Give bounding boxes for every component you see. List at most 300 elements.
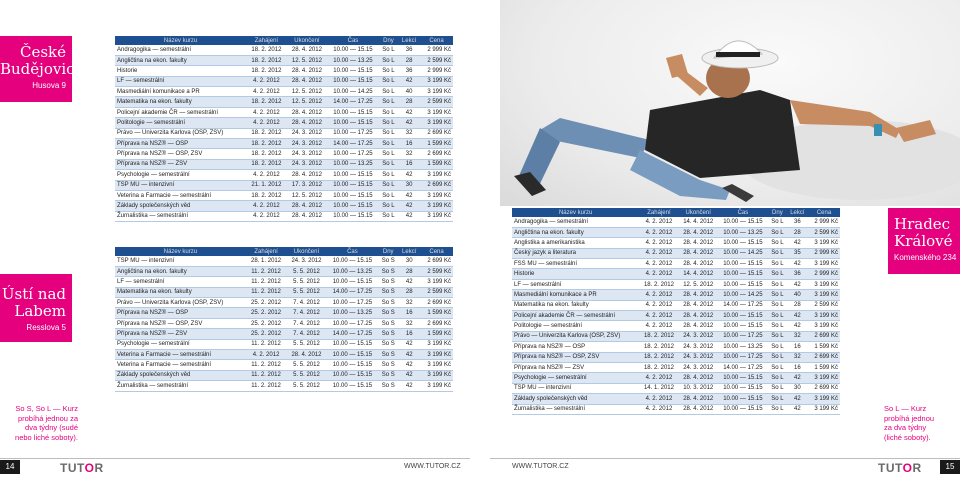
table-cell: 40 [398,87,420,97]
column-header: Dny [768,208,787,217]
table-cell: 24. 3. 2012 [679,342,718,352]
table-cell: 10.00 — 15.15 [327,180,379,190]
table-cell: 24. 3. 2012 [287,139,327,149]
table-cell: So L [768,311,787,321]
table-cell: 42 [398,350,420,360]
course-name-cell: Masmediální komunikace a PR [115,87,246,97]
table-cell: 10.00 — 15.15 [718,279,768,289]
table-cell: 10.00 — 15.15 [718,321,768,331]
city-name-line1: České [19,43,66,61]
table-cell: 3 199 Kč [420,170,453,180]
table-cell: 18. 2. 2012 [246,139,286,149]
table-cell: 2 999 Kč [808,248,840,258]
table-cell: 4. 2. 2012 [639,238,678,248]
table-cell: So L [379,76,398,86]
table-cell: 3 199 Kč [808,259,840,269]
table-row [115,287,453,297]
column-header: Cena [420,247,453,256]
table-cell: 11. 2. 2012 [246,381,286,391]
website-url[interactable]: WWW.TUTOR.CZ [404,463,461,470]
course-name-cell: Příprava na NSZ® — OSP, ZSV [115,149,246,159]
course-name-cell: LF — semestrální [115,76,246,86]
table-cell: 1 599 Kč [808,342,840,352]
table-cell: 10.00 — 15.15 [327,277,378,287]
table-cell: 28. 4. 2012 [287,76,327,86]
table-cell: 42 [398,118,420,128]
table-row [115,256,453,266]
table-cell: 42 [787,321,808,331]
table-cell: 10.00 — 17.25 [327,298,378,308]
table-cell: 18. 2. 2012 [246,159,286,169]
course-name-cell: Angličtina na ekon. fakulty [512,227,639,237]
table-cell: 28. 4. 2012 [287,107,327,117]
course-name-cell: Matematika na ekon. fakulty [512,300,639,310]
table-cell: 42 [787,404,808,414]
table-cell: So L [768,404,787,414]
table-cell: So S [378,329,398,339]
table-cell: So L [768,227,787,237]
table-cell: 2 699 Kč [420,298,453,308]
table-cell: 42 [398,170,420,180]
course-name-cell: Základy společenských věd [512,394,639,404]
table-cell: 28 [398,266,420,276]
table-cell: 36 [398,45,420,55]
course-name-cell: Angličtina na ekon. fakulty [115,55,246,65]
table-row [115,180,453,190]
table-row [512,362,840,372]
city-tab-hradec-kralove [888,208,960,274]
table-cell: 4. 2. 2012 [246,76,286,86]
course-name-cell: Příprava na NSZ® — ZSV [512,362,639,372]
table-cell: 10.00 — 15.15 [718,217,768,227]
table-cell: So L [768,259,787,269]
logo-text-start: TUT [60,461,85,475]
table-cell: So L [379,128,398,138]
table-row [115,211,453,221]
page-number: 14 [0,460,20,474]
column-header: Název kurzu [512,208,639,217]
table-cell: 10.00 — 15.15 [718,259,768,269]
table-cell: So L [768,352,787,362]
table-cell: 42 [398,381,420,391]
table-row [115,76,453,86]
table-cell: 3 199 Kč [420,370,453,380]
city-name-line1: Ústí nad [1,285,66,303]
column-header: Název kurzu [115,36,246,45]
table-row [512,300,840,310]
table-cell: 11. 2. 2012 [246,287,286,297]
table-row [115,318,453,328]
table-cell: 28. 4. 2012 [679,394,718,404]
table-cell: 10.00 — 15.15 [718,269,768,279]
table-cell: 2 599 Kč [420,266,453,276]
table-cell: 5. 5. 2012 [286,277,326,287]
table-cell: 42 [787,238,808,248]
table-cell: 16 [787,362,808,372]
table-cell: 10.00 — 15.15 [327,381,378,391]
course-name-cell: Příprava na NSZ® — OSP, ZSV [512,352,639,362]
course-name-cell: Psychologie — semestrální [512,373,639,383]
table-cell: 2 599 Kč [420,97,453,107]
table-cell: 28. 4. 2012 [287,201,327,211]
schedule-note: So S, So L — Kurz probíhá jednou za dva týdny (sudé nebo liché soboty). [15,404,78,442]
table-cell: 14.00 — 17.25 [327,329,378,339]
table-cell: 12. 5. 2012 [287,190,327,200]
table-row [115,329,453,339]
table-cell: 3 199 Kč [808,238,840,248]
table-cell: 14.00 — 17.25 [327,139,379,149]
table-row [115,298,453,308]
table-cell: So L [379,139,398,149]
table-cell: So L [379,66,398,76]
table-cell: 10.00 — 15.15 [327,350,378,360]
table-cell: So L [768,217,787,227]
table-cell: 10.00 — 15.15 [327,190,379,200]
dancer-photo [500,0,960,206]
table-cell: 16 [398,308,420,318]
table-cell: 24. 3. 2012 [287,149,327,159]
table-cell: 3 199 Kč [808,279,840,289]
course-name-cell: Politologie — semestrální [512,321,639,331]
table-cell: 16 [787,342,808,352]
table-row [512,217,840,227]
table-row [115,201,453,211]
table-cell: 28. 4. 2012 [679,311,718,321]
table-cell: 18. 2. 2012 [639,362,678,372]
table-cell: 5. 5. 2012 [286,266,326,276]
course-name-cell: FSS MU — semestrální [512,259,639,269]
column-header: Zahájení [246,247,286,256]
city-name-line2: Labem [14,302,66,320]
table-cell: 28. 4. 2012 [287,66,327,76]
table-cell: 11. 2. 2012 [246,266,286,276]
column-header: Dny [378,247,398,256]
course-name-cell: Historie [512,269,639,279]
course-name-cell: Psychologie — semestrální [115,339,246,349]
table-cell: 14.00 — 17.25 [327,97,379,107]
table-cell: So L [379,45,398,55]
table-cell: 42 [787,394,808,404]
course-name-cell: Anglistika a amerikanistika [512,238,639,248]
table-cell: 12. 5. 2012 [287,87,327,97]
table-cell: 4. 2. 2012 [639,269,678,279]
table-cell: 24. 3. 2012 [287,128,327,138]
table-cell: So S [378,360,398,370]
course-name-cell: TSP MU — intenzivní [115,256,246,266]
table-cell: 3 199 Kč [420,360,453,370]
table-cell: 4. 2. 2012 [639,311,678,321]
course-name-cell: TSP MU — intenzivní [512,383,639,393]
table-cell: So L [379,118,398,128]
table-cell: 42 [398,201,420,211]
table-cell: So L [768,238,787,248]
table-cell: So L [379,107,398,117]
website-url[interactable]: WWW.TUTOR.CZ [512,463,569,470]
table-cell: 18. 2. 2012 [246,45,286,55]
table-cell: 10.00 — 13.25 [327,159,379,169]
table-cell: So L [379,180,398,190]
table-cell: 24. 3. 2012 [679,352,718,362]
table-cell: 5. 5. 2012 [286,381,326,391]
table-row [115,190,453,200]
table-row [115,381,453,391]
table-cell: 36 [787,269,808,279]
table-cell: 3 199 Kč [420,277,453,287]
table-cell: 14. 4. 2012 [679,269,718,279]
table-cell: 3 199 Kč [808,404,840,414]
table-cell: 32 [398,128,420,138]
table-cell: 2 699 Kč [420,318,453,328]
course-name-cell: Policejní akademie ČR — semestrální [115,107,246,117]
table-cell: 7. 4. 2012 [286,329,326,339]
table-cell: 11. 2. 2012 [246,339,286,349]
table-row [115,170,453,180]
table-cell: 4. 2. 2012 [639,300,678,310]
course-name-cell: Příprava na NSZ® — ZSV [115,159,246,169]
table-cell: 25. 2. 2012 [246,318,286,328]
table-cell: 4. 2. 2012 [639,217,678,227]
course-name-cell: Příprava na NSZ® — OSP [512,342,639,352]
table-cell: 2 699 Kč [808,352,840,362]
course-name-cell: Příprava na NSZ® — OSP [115,308,246,318]
table-cell: 28. 4. 2012 [287,170,327,180]
table-row [115,118,453,128]
column-header: Čas [327,36,379,45]
table-row [115,339,453,349]
table-cell: So L [379,201,398,211]
course-name-cell: TSP MU — intenzivní [115,180,246,190]
table-cell: 28 [787,227,808,237]
table-cell: So L [379,87,398,97]
table-cell: 2 599 Kč [808,300,840,310]
city-street: Husova 9 [32,81,66,90]
course-name-cell: Příprava na NSZ® — ZSV [115,329,246,339]
column-header: Cena [808,208,840,217]
table-cell: 3 199 Kč [808,373,840,383]
table-cell: 10.00 — 14.25 [327,87,379,97]
table-cell: 11. 2. 2012 [246,360,286,370]
table-cell: 18. 2. 2012 [639,279,678,289]
table-cell: 1 599 Kč [420,329,453,339]
table-cell: 14. 4. 2012 [679,217,718,227]
table-cell: So S [378,308,398,318]
table-cell: 10.00 — 15.15 [718,311,768,321]
table-cell: 10.00 — 15.15 [327,201,379,211]
table-cell: 16 [398,329,420,339]
table-cell: So S [378,277,398,287]
table-cell: 4. 2. 2012 [639,290,678,300]
table-cell: 28. 4. 2012 [287,118,327,128]
table-cell: 2 699 Kč [420,149,453,159]
table-cell: 10.00 — 13.25 [327,308,378,318]
city-street: Resslova 5 [26,323,66,332]
table-cell: So L [768,362,787,372]
table-cell: 10.00 — 17.25 [327,149,379,159]
table-row [115,66,453,76]
table-cell: 10.00 — 15.15 [327,170,379,180]
table-cell: 12. 5. 2012 [679,279,718,289]
course-name-cell: Příprava na NSZ® — OSP [115,139,246,149]
table-cell: So L [768,342,787,352]
table-header-row [115,36,453,45]
dancer-illustration [500,0,960,206]
table-cell: 24. 3. 2012 [287,159,327,169]
table-row [115,350,453,360]
column-header: Ukončení [679,208,718,217]
city-name-line2: Budějovice [0,60,84,78]
table-cell: 42 [398,211,420,221]
table-cell: 3 199 Kč [420,190,453,200]
table-cell: 10.00 — 13.25 [327,55,379,65]
table-row [512,279,840,289]
logo-text-end: R [912,461,922,475]
table-row [115,107,453,117]
course-name-cell: Právo — Univerzita Karlova (OSP, ZSV) [115,298,246,308]
course-name-cell: Historie [115,66,246,76]
table-cell: So L [768,279,787,289]
table-cell: 42 [398,107,420,117]
table-cell: 11. 2. 2012 [246,277,286,287]
column-header: Lekcí [398,36,420,45]
table-cell: 18. 2. 2012 [246,97,286,107]
table-cell: So L [379,55,398,65]
table-row [115,159,453,169]
table-cell: 24. 3. 2012 [679,331,718,341]
course-name-cell: Žurnalistika — semestrální [512,404,639,414]
table-cell: 28. 4. 2012 [679,300,718,310]
table-cell: 30 [787,383,808,393]
city-street: Komenského 234 [894,253,957,262]
table-cell: So S [378,298,398,308]
footer-divider [490,458,960,459]
table-cell: 7. 4. 2012 [286,308,326,318]
table-cell: 42 [398,370,420,380]
table-cell: 10.00 — 17.25 [718,331,768,341]
table-cell: 18. 2. 2012 [246,190,286,200]
table-cell: 10.00 — 15.15 [327,339,378,349]
table-cell: 3 199 Kč [420,107,453,117]
table-row [512,331,840,341]
course-name-cell: Andragogika — semestrální [115,45,246,55]
table-cell: 18. 2. 2012 [639,342,678,352]
table-cell: 28 [398,55,420,65]
table-cell: 10.00 — 17.25 [327,128,379,138]
table-cell: 1 599 Kč [420,159,453,169]
table-row [512,238,840,248]
column-header: Zahájení [246,36,286,45]
table-cell: 28. 4. 2012 [679,373,718,383]
table-cell: 24. 3. 2012 [286,256,326,266]
table-cell: 28 [398,287,420,297]
table-cell: 16 [398,139,420,149]
table-cell: 3 199 Kč [420,201,453,211]
table-cell: 10.00 — 15.15 [327,76,379,86]
table-cell: 2 699 Kč [420,256,453,266]
course-name-cell: Český jazyk a literatura [512,248,639,258]
table-cell: So L [379,170,398,180]
table-row [115,360,453,370]
table-cell: So L [379,159,398,169]
table-cell: 2 599 Kč [420,55,453,65]
table-cell: 4. 2. 2012 [639,259,678,269]
table-row [512,259,840,269]
table-row [512,321,840,331]
table-cell: So S [378,318,398,328]
table-cell: So S [378,339,398,349]
table-cell: 36 [398,66,420,76]
column-header: Dny [379,36,398,45]
table-cell: 5. 5. 2012 [286,360,326,370]
course-name-cell: Příprava na NSZ® — OSP, ZSV [115,318,246,328]
table-row [115,277,453,287]
table-cell: 2 999 Kč [420,45,453,55]
course-name-cell: Veterina a Farmacie — semestrální [115,360,246,370]
table-cell: 18. 2. 2012 [246,149,286,159]
table-cell: 4. 2. 2012 [639,394,678,404]
logo-text-start: TUT [878,461,903,475]
table-header-row [512,208,840,217]
table-cell: 12. 5. 2012 [287,55,327,65]
table-cell: 5. 5. 2012 [286,370,326,380]
table-cell: 4. 2. 2012 [639,373,678,383]
table-cell: 28 [787,300,808,310]
schedule-note: So L — Kurz probíhá jednou za dva týdny (liché soboty). [884,404,935,442]
table-cell: 4. 2. 2012 [246,107,286,117]
table-cell: 42 [398,76,420,86]
table-cell: 2 699 Kč [808,331,840,341]
column-header: Lekcí [787,208,808,217]
table-cell: 7. 4. 2012 [286,298,326,308]
table-cell: 2 699 Kč [808,383,840,393]
table-cell: 2 999 Kč [420,66,453,76]
table-row [512,373,840,383]
table-row [512,311,840,321]
logo-letter-o: O [902,461,913,475]
table-cell: 28. 4. 2012 [679,290,718,300]
table-cell: 25. 2. 2012 [246,298,286,308]
column-header: Název kurzu [115,247,246,256]
table-cell: 18. 2. 2012 [246,66,286,76]
table-cell: So L [379,97,398,107]
table-row [115,308,453,318]
table-cell: 14. 1. 2012 [639,383,678,393]
table-cell: So L [379,211,398,221]
logo-letter-o: O [84,461,95,475]
table-cell: 3 199 Kč [420,76,453,86]
table-cell: So L [768,269,787,279]
table-row [512,269,840,279]
city-tab-usti-nad-labem [0,274,72,342]
table-cell: 25. 2. 2012 [246,308,286,318]
table-cell: 10.00 — 17.25 [327,318,378,328]
course-name-cell: Základy společenských věd [115,370,246,380]
table-cell: 28. 4. 2012 [679,238,718,248]
table-cell: 3 199 Kč [420,381,453,391]
table-cell: 24. 3. 2012 [679,362,718,372]
table-cell: 28. 4. 2012 [286,350,326,360]
table-cell: So S [378,287,398,297]
table-cell: 7. 4. 2012 [286,318,326,328]
column-header: Ukončení [287,36,327,45]
table-cell: 28. 4. 2012 [679,259,718,269]
course-name-cell: Masmediální komunikace a PR [512,290,639,300]
table-cell: So S [378,266,398,276]
table-row [115,149,453,159]
table-cell: 32 [398,298,420,308]
table-cell: 17. 3. 2012 [287,180,327,190]
table-cell: 18. 2. 2012 [639,352,678,362]
table-cell: 40 [787,290,808,300]
